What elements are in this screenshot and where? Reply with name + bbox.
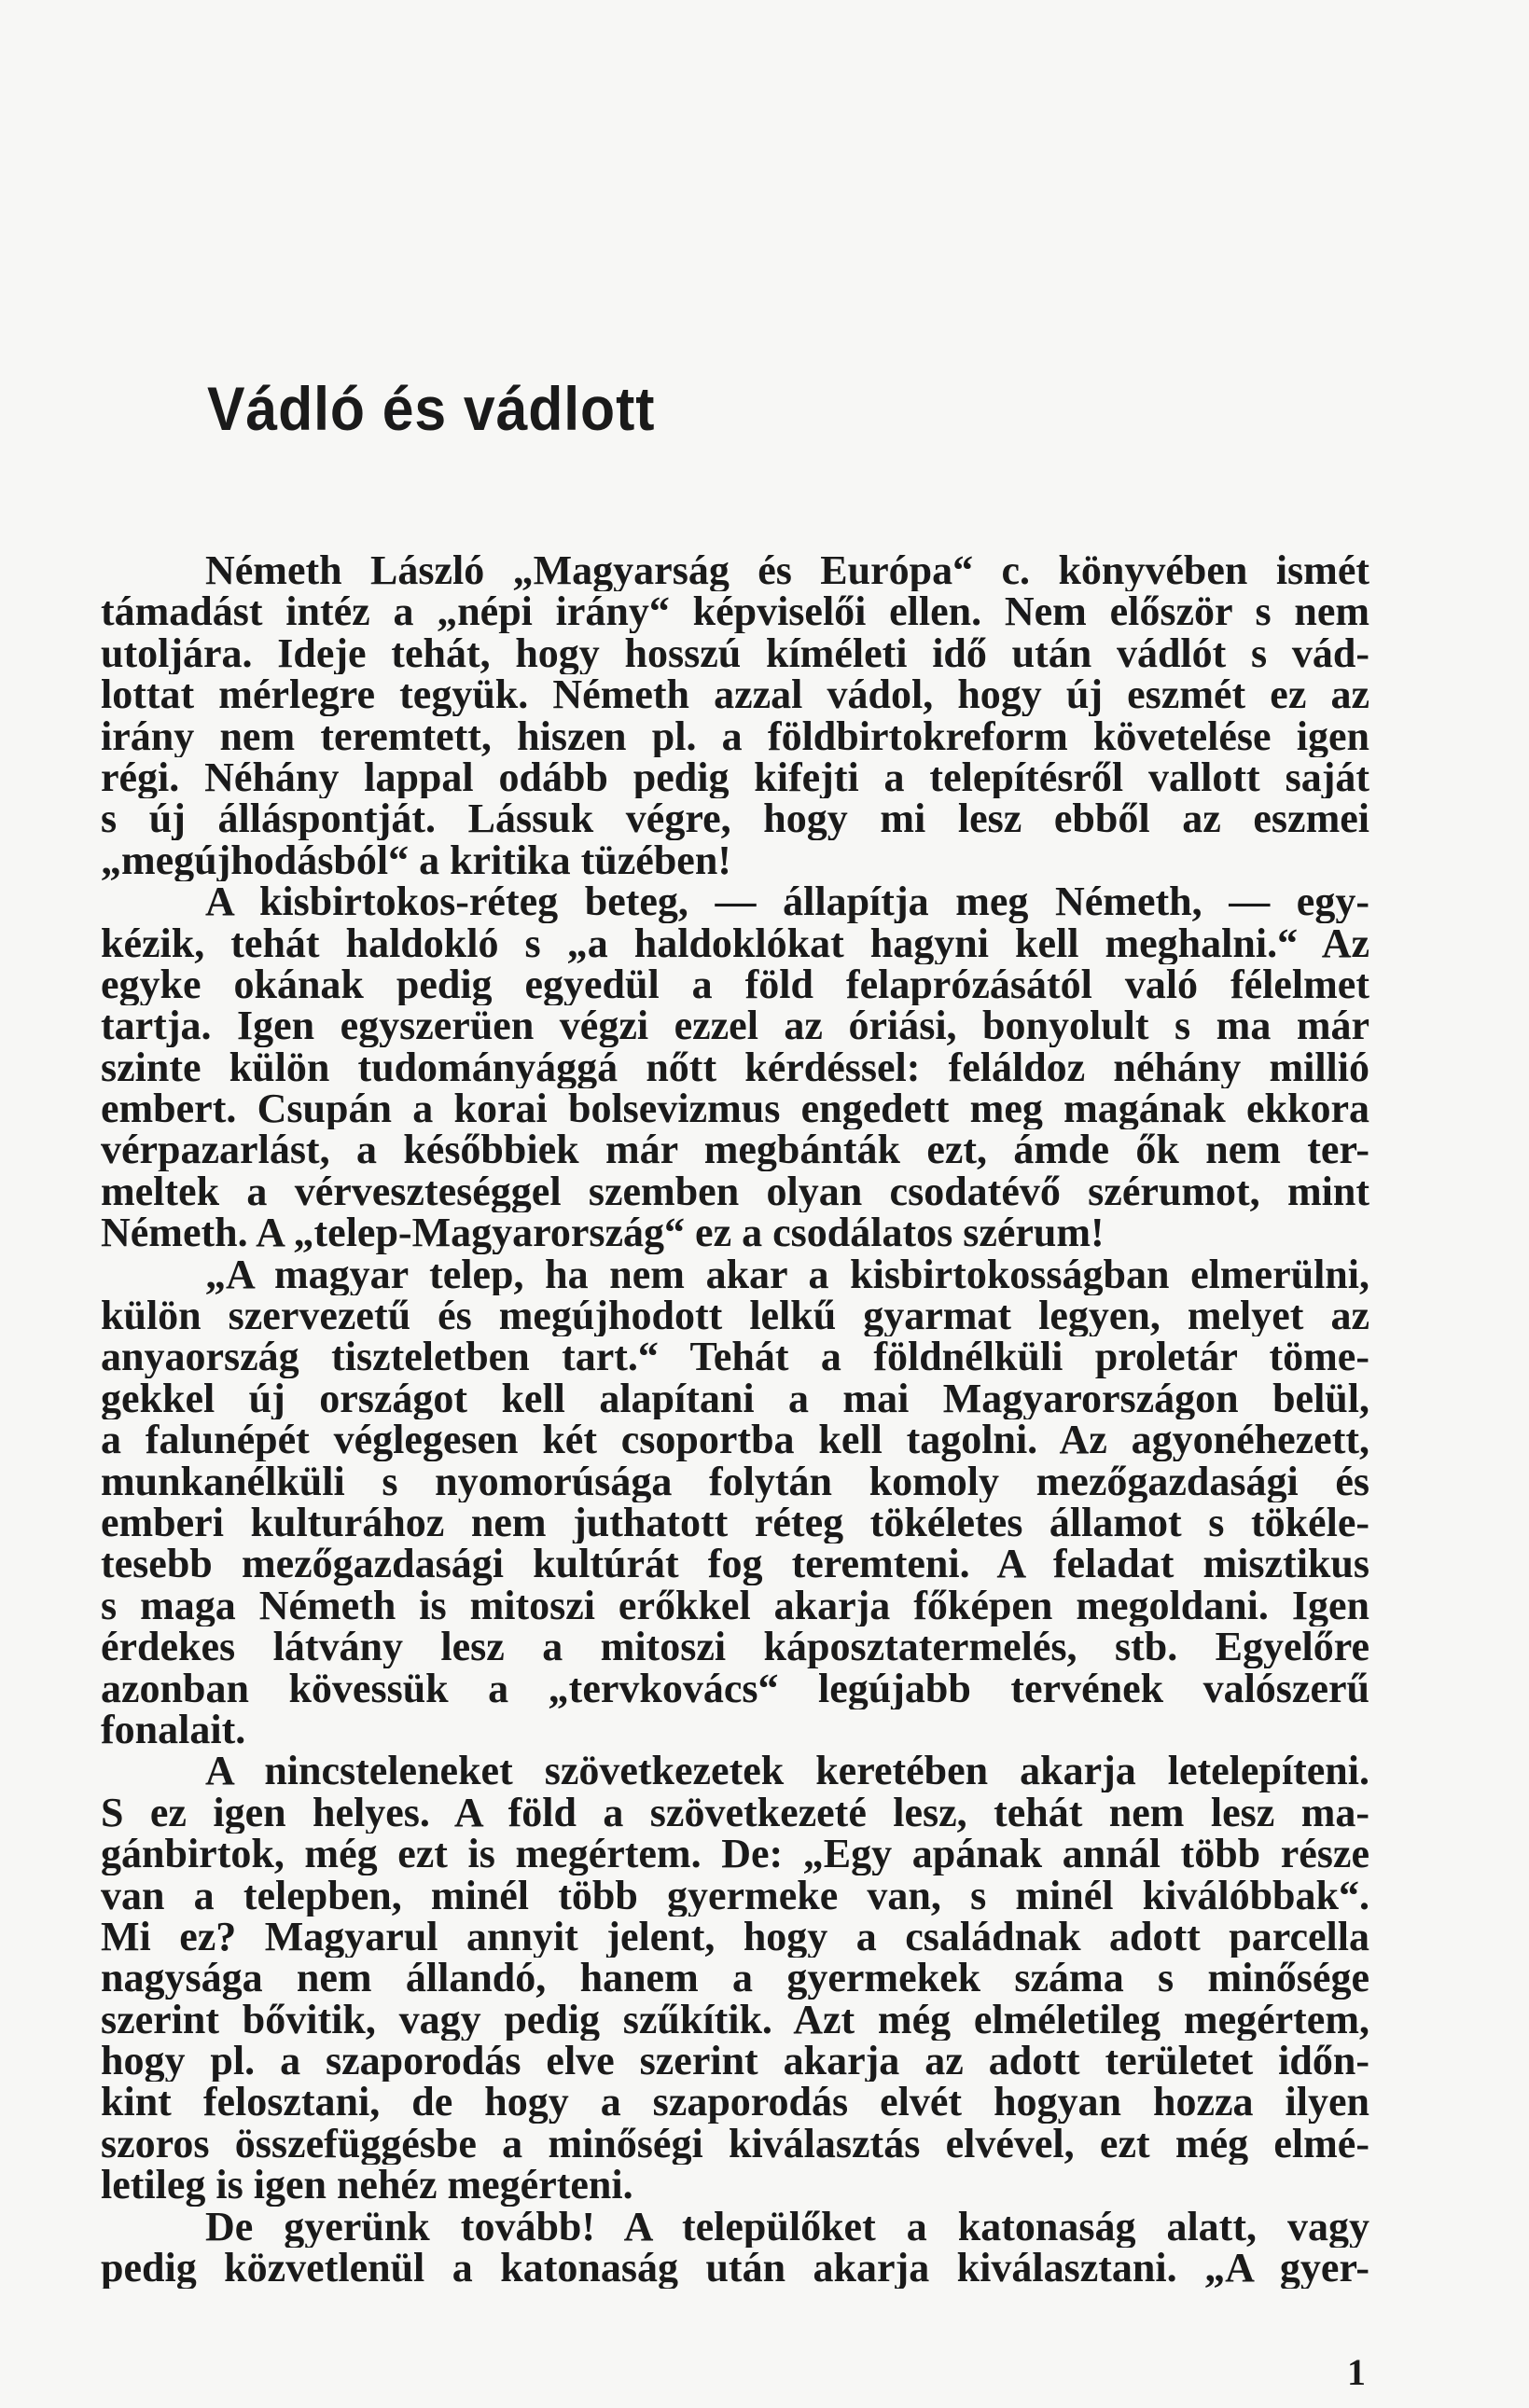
text-line: Németh László „Magyarság és Európa“ c. könyvében ismét	[205, 550, 1369, 592]
text-line: tartja. Igen egyszerüen végzi ezzel az óriási, bonyolult s ma már	[101, 1005, 1369, 1047]
text-line: embert. Csupán a korai bolsevizmus engedett meg magának ekkora	[101, 1088, 1369, 1130]
text-line: azonban kövessük a „tervkovács“ legújabb tervének valószerű	[101, 1668, 1369, 1709]
text-line: külön szervezetű és megújhodott lelkű gyarmat legyen, melyet az	[101, 1295, 1369, 1337]
text-line: szoros összefüggésbe a minőségi kiválasztás elvével, ezt még elmé-	[101, 2123, 1369, 2166]
text-line: egyke okának pedig egyedül a föld felaprózásától való félelmet	[101, 963, 1369, 1006]
text-line: meltek a vérveszteséggel szemben olyan csodatévő szérumot, mint	[101, 1170, 1369, 1213]
text-line: hogy pl. a szaporodás elve szerint akarja az adott területet időn-	[101, 2041, 1369, 2083]
text-line: a falunépét véglegesen két csoportba kell tagolni. Az agyonéhezett,	[101, 1419, 1369, 1461]
text-line: s új álláspontját. Lássuk végre, hogy mi lesz ebből az eszmei	[101, 798, 1369, 840]
page-title: Vádló és vádlott	[207, 374, 656, 443]
text-line: kézik, tehát haldokló s „a haldoklókat hagyni kell meghalni.“ Az	[101, 922, 1369, 964]
text-line: kint felosztani, de hogy a szaporodás elvét hogyan hozza ilyen	[101, 2082, 1369, 2124]
text-line: régi. Néhány lappal odább pedig kifejti a telepítésről vallott saját	[101, 756, 1369, 799]
text-line: szinte külön tudományággá nőtt kérdéssel: feláldoz néhány millió	[101, 1046, 1369, 1089]
text-line: érdekes látvány lesz a mitoszi káposztatermelés, stb. Egyelőre	[101, 1626, 1369, 1668]
text-line: A nincsteleneket szövetkezetek keretében akarja letelepíteni.	[205, 1751, 1369, 1792]
text-line: S ez igen helyes. A föld a szövetkezeté lesz, tehát nem lesz ma-	[101, 1792, 1369, 1834]
text-line: utoljára. Ideje tehát, hogy hosszú kíméleti idő után vádlót s vád-	[101, 632, 1369, 675]
text-line: anyaország tiszteletben tart.“ Tehát a földnélküli proletár töme-	[101, 1336, 1369, 1378]
text-line: fonalait.	[101, 1709, 246, 1751]
text-line: Németh. A „telep-Magyarország“ ez a csodálatos szérum!	[101, 1212, 1105, 1254]
text-line: irány nem teremtett, hiszen pl. a földbirtokreform követelése igen	[101, 715, 1369, 757]
text-line: s maga Németh is mitoszi erőkkel akarja főképen megoldani. Igen	[101, 1585, 1369, 1627]
text-line: lottat mérlegre tegyük. Németh azzal vádol, hogy új eszmét ez az	[101, 674, 1369, 716]
text-line: „A magyar telep, ha nem akar a kisbirtokosságban elmerülni,	[205, 1253, 1369, 1296]
page-number: 1	[1347, 2351, 1366, 2393]
text-line: A kisbirtokos-réteg beteg, — állapítja meg Németh, — egy-	[205, 881, 1369, 923]
text-line: gánbirtok, még ezt is megértem. De: „Egy apának annál több része	[101, 1834, 1369, 1875]
text-line: pedig közvetlenül a katonaság után akarja kiválasztani. „A gyer-	[101, 2248, 1369, 2290]
text-line: szerint bővitik, vagy pedig szűkítik. Azt még elméletileg megértem,	[101, 1999, 1369, 2041]
text-line: vérpazarlást, a későbbiek már megbánták ezt, ámde ők nem ter-	[101, 1129, 1369, 1171]
text-line: „megújhodásból“ a kritika tüzében!	[101, 839, 731, 882]
text-line: munkanélküli s nyomorúsága folytán komoly mezőgazdasági és	[101, 1460, 1369, 1502]
text-line: gekkel új országot kell alapítani a mai Magyarországon belül,	[101, 1377, 1369, 1420]
text-line: letileg is igen nehéz megérteni.	[101, 2165, 633, 2207]
text-line: Mi ez? Magyarul annyit jelent, hogy a családnak adott parcella	[101, 1916, 1369, 1958]
text-line: támadást intéz a „népi irány“ képviselői ellen. Nem először s nem	[101, 591, 1369, 633]
article-body	[101, 550, 1369, 2289]
text-line: De gyerünk tovább! A települőket a katonaság alatt, vagy	[205, 2206, 1369, 2249]
text-line: van a telepben, minél több gyermeke van, s minél kiválóbbak“.	[101, 1875, 1369, 1917]
text-line: tesebb mezőgazdasági kultúrát fog teremteni. A feladat misztikus	[101, 1543, 1369, 1585]
text-line: nagysága nem állandó, hanem a gyermekek száma s minősége	[101, 1958, 1369, 2000]
text-line: emberi kulturához nem juthatott réteg tökéletes államot s tökéle-	[101, 1502, 1369, 1544]
